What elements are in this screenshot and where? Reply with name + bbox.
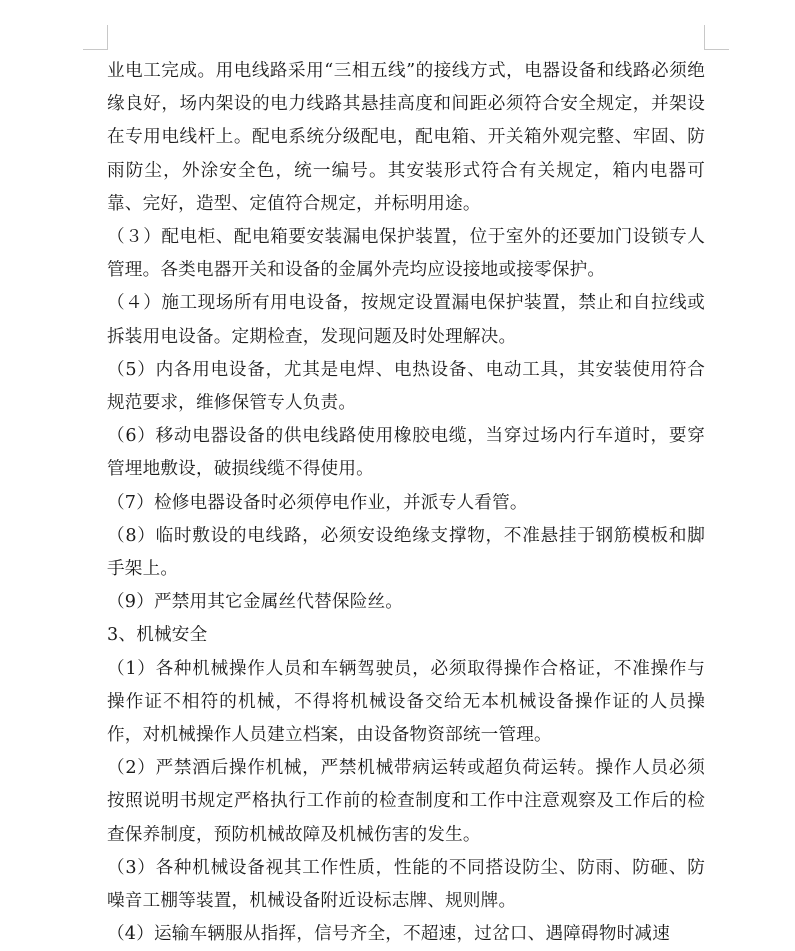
paragraph: （9）严禁用其它金属丝代替保险丝。 xyxy=(107,592,404,613)
paragraph: （3）各种机械设备视其工作性质，性能的不同搭设防尘、防雨、防砸、防噪音工棚等装置，机械设备附近设标志牌、规则牌。 xyxy=(107,857,705,912)
paragraph: （5）内各用电设备，尤其是电焊、电热设备、电动工具，其安装使用符合规范要求，维修保管专人负责。 xyxy=(107,359,705,414)
paragraph: （1）各种机械操作人员和车辆驾驶员，必须取得操作合格证，不准操作与操作证不相符的机械，不得将机械设备交给无本机械设备操作证的人员操作，对机械操作人员建立档案，由设备物资部统一管理。 xyxy=(107,658,705,746)
paragraph: （7）检修电器设备时必须停电作业，并派专人看管。 xyxy=(107,492,528,513)
paragraph: （2）严禁酒后操作机械，严禁机械带病运转或超负荷运转。操作人员必须按照说明书规定严格执行工作前的检查制度和工作中注意观察及工作后的检查保养制度，预防机械故障及机械伤害的发生。 xyxy=(107,758,705,845)
paragraph: （8）临时敷设的电线路，必须安设绝缘支撑物，不准悬挂于钢筋模板和脚手架上。 xyxy=(107,525,705,580)
paragraph: （4）运输车辆服从指挥，信号齐全，不超速，过岔口、遇障碍物时减速 xyxy=(107,924,671,945)
crop-mark-top-left xyxy=(83,25,108,50)
paragraph: （３）配电柜、配电箱要安装漏电保护装置，位于室外的还要加门设锁专人管理。各类电器开关和设备的金属外壳均应设接地或接零保护。 xyxy=(107,227,705,281)
paragraph: （４）施工现场所有用电设备，按规定设置漏电保护装置，禁止和自拉线或拆装用电设备。定期检查，发现问题及时处理解决。 xyxy=(107,293,705,347)
crop-mark-top-right xyxy=(704,25,729,50)
document-body[interactable] xyxy=(107,55,705,951)
paragraph: （6）移动电器设备的供电线路使用橡胶电缆，当穿过场内行车道时，要穿管埋地敷设，破损线缆不得使用。 xyxy=(107,426,705,480)
paragraph: 业电工完成。用电线路采用“三相五线”的接线方式，电器设备和线路必须绝缘良好，场内架设的电力线路其悬挂高度和间距必须符合安全规定，并架设在专用电线杆上。配电系统分级配电，配电箱、开关箱外观完整、牢固、防雨防尘，外涂安全色，统一编号。其安装形式符合有关规定，箱内电器可靠、完好，造型、定值符合规定，并标明用途。 xyxy=(107,61,705,214)
section-heading: 3、机械安全 xyxy=(107,625,208,646)
